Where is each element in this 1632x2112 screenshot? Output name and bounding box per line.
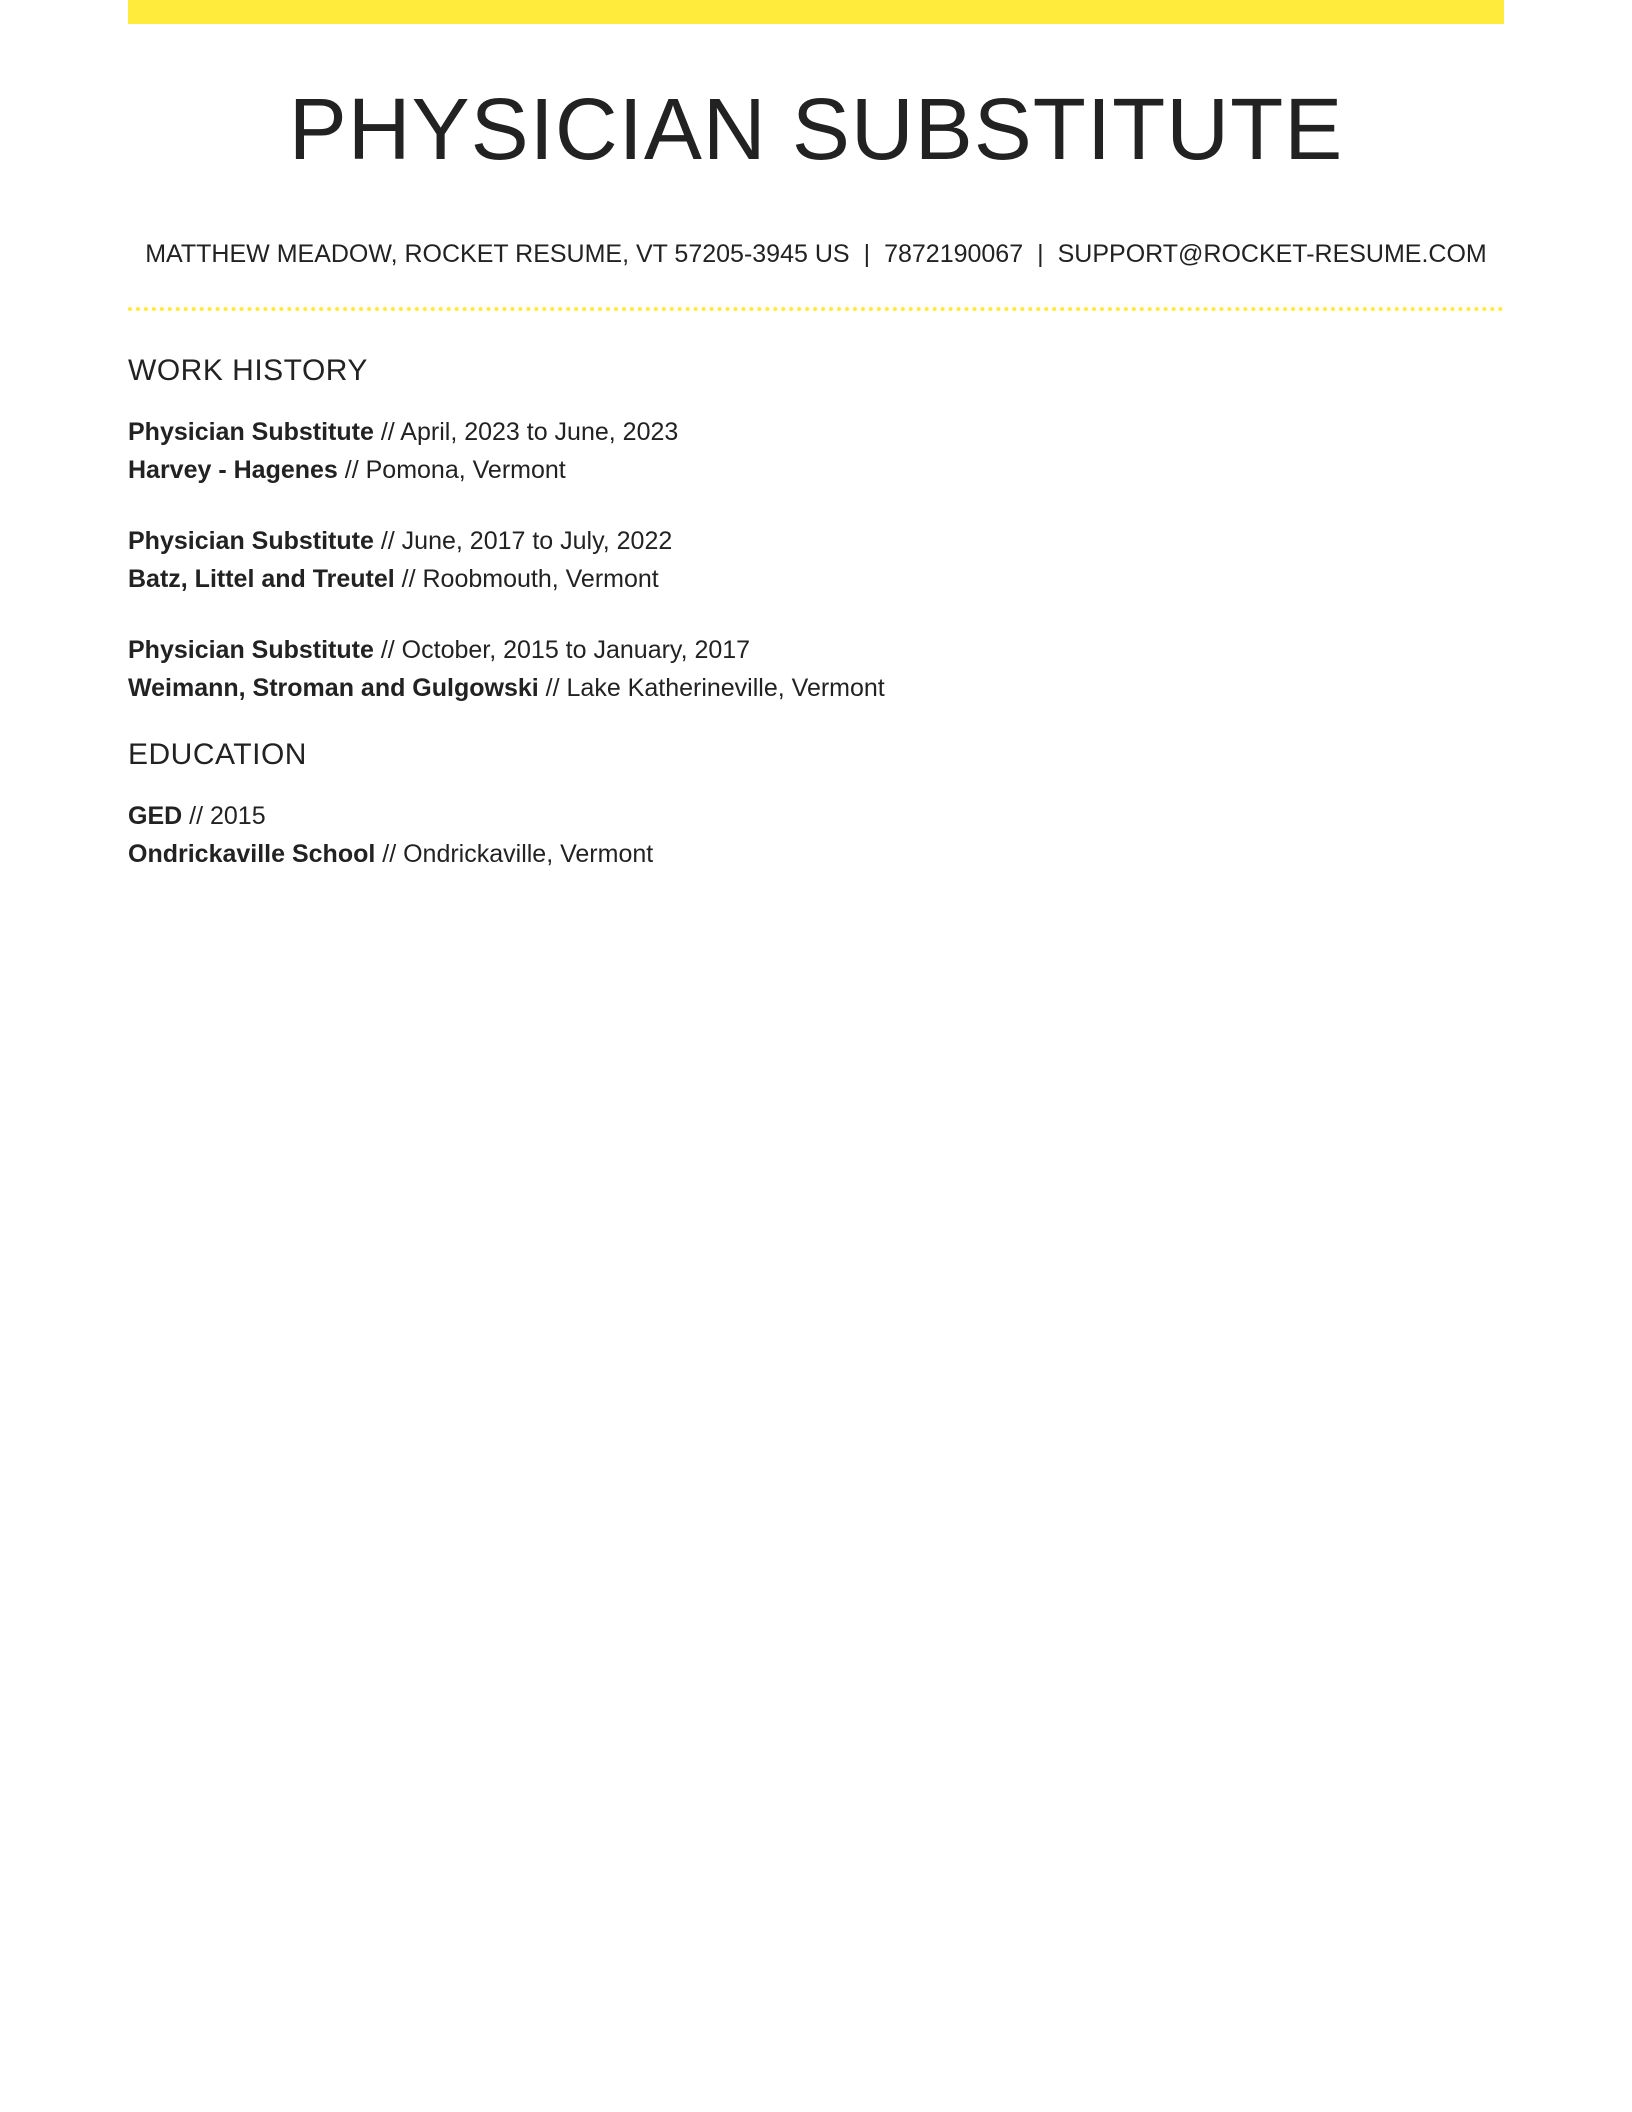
work-entry-dates: // April, 2023 to June, 2023 <box>380 418 679 446</box>
work-entry-dates: // October, 2015 to January, 2017 <box>380 636 751 664</box>
work-entry-title-line <box>128 523 672 559</box>
work-entry-company-line <box>128 670 885 706</box>
work-entry-dates: // June, 2017 to July, 2022 <box>380 527 673 555</box>
work-entry-company: Weimann, Stroman and Gulgowski <box>128 674 539 702</box>
work-entry-company: Batz, Littel and Treutel <box>128 565 395 593</box>
contact-separator: | <box>1037 240 1044 268</box>
work-entry-position: Physician Substitute <box>128 636 374 664</box>
contact-address: MATTHEW MEADOW, ROCKET RESUME, VT 57205-3945 US <box>145 240 850 268</box>
dotted-divider <box>128 307 1504 311</box>
top-accent-bar <box>128 0 1504 24</box>
work-entry-location: // Roobmouth, Vermont <box>401 565 659 593</box>
section-heading-education: EDUCATION <box>128 738 307 771</box>
education-entry-degree: GED <box>128 802 183 830</box>
education-entry-year: // 2015 <box>189 802 266 830</box>
contact-email: SUPPORT@ROCKET-RESUME.COM <box>1057 240 1487 268</box>
work-entry-company-line <box>128 561 659 597</box>
work-entry-position: Physician Substitute <box>128 527 374 555</box>
contact-separator: | <box>863 240 871 268</box>
education-entry-school: Ondrickaville School <box>128 840 376 868</box>
work-entry-company: Harvey - Hagenes <box>128 456 338 484</box>
contact-phone: 7872190067 <box>884 240 1024 268</box>
work-entry-company-line <box>128 452 566 488</box>
work-entry-title-line <box>128 632 750 668</box>
page-title: PHYSICIAN SUBSTITUTE <box>288 81 1344 178</box>
section-heading-work-history: WORK HISTORY <box>128 354 368 387</box>
work-entry-title-line <box>128 414 678 450</box>
work-entry-position: Physician Substitute <box>128 418 374 446</box>
education-entry-location: // Ondrickaville, Vermont <box>382 840 654 868</box>
education-entry-degree-line <box>128 798 266 834</box>
work-entry-location: // Lake Katherineville, Vermont <box>545 674 885 702</box>
education-entry-school-line <box>128 836 653 872</box>
work-entry-location: // Pomona, Vermont <box>344 456 566 484</box>
contact-line <box>128 236 1504 272</box>
